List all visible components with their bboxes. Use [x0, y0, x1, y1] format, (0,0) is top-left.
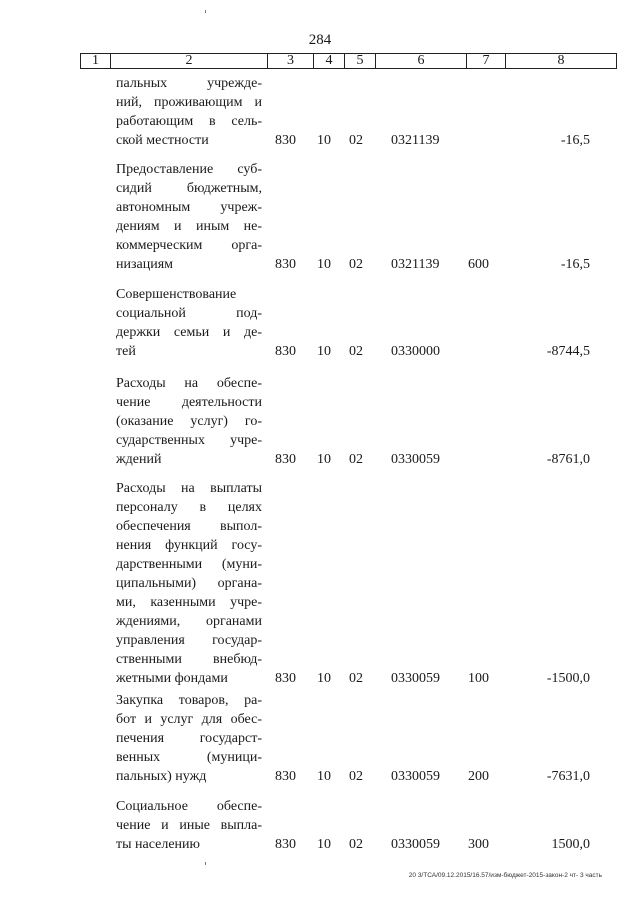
- cell-col-5: 02: [349, 769, 363, 784]
- cell-col-5: 02: [349, 133, 363, 148]
- description-line: Предоставление суб-: [116, 162, 262, 177]
- column-header-1: 1: [81, 54, 111, 69]
- column-header-5: 5: [345, 54, 376, 69]
- column-header-2: 2: [111, 54, 268, 69]
- cell-col-6: 0330059: [391, 671, 440, 686]
- description-line: ждениями, органами: [116, 614, 262, 629]
- scan-mark: [205, 862, 206, 865]
- row-description: [116, 285, 262, 361]
- cell-col-4: 10: [317, 257, 331, 272]
- description-line: ской местности: [116, 133, 209, 148]
- description-line: Социальное обеспе-: [116, 799, 262, 814]
- column-header-4: 4: [314, 54, 345, 69]
- cell-col-8: -1500,0: [546, 671, 590, 686]
- description-line: низациям: [116, 257, 174, 272]
- page-number: 284: [308, 32, 332, 48]
- cell-col-3: 830: [275, 257, 296, 272]
- description-line: Расходы на выплаты: [116, 481, 262, 496]
- description-line: сидий бюджетным,: [116, 181, 262, 196]
- row-description: [116, 479, 262, 688]
- description-line: дениям и иным не-: [116, 219, 262, 234]
- column-header-table: [80, 53, 617, 69]
- row-description: [116, 797, 262, 854]
- column-header-3: 3: [268, 54, 314, 69]
- cell-col-8: -8761,0: [546, 452, 590, 467]
- cell-col-8: -7631,0: [546, 769, 590, 784]
- description-line: тей: [116, 344, 136, 359]
- description-line: коммерческим орга-: [116, 238, 262, 253]
- column-header-row: [81, 54, 617, 69]
- description-line: (оказание услуг) го-: [116, 414, 262, 429]
- cell-col-8: 1500,0: [551, 837, 590, 852]
- cell-col-8: -16,5: [560, 133, 590, 148]
- description-line: персоналу в целях: [116, 500, 262, 515]
- row-description: [116, 374, 262, 469]
- description-line: бот и услуг для обес-: [116, 712, 262, 727]
- cell-col-6: 0321139: [391, 133, 440, 148]
- description-line: печения государст-: [116, 731, 262, 746]
- description-line: автономным учреж-: [116, 200, 262, 215]
- description-line: ственными внебюд-: [116, 652, 262, 667]
- document-footer: 20 3/ТСА/09.12.2015/16.57/изм-бюджет-2015-закон-2 чт- 3 часть: [408, 872, 602, 879]
- cell-col-4: 10: [317, 133, 331, 148]
- description-line: пальных) нужд: [116, 769, 207, 784]
- row-description: [116, 691, 262, 786]
- description-line: Совершенствование: [116, 287, 237, 302]
- description-line: обеспечения выпол-: [116, 519, 262, 534]
- cell-col-5: 02: [349, 257, 363, 272]
- description-line: ты населению: [116, 837, 200, 852]
- description-line: венных (муници-: [116, 750, 262, 765]
- cell-col-7: 100: [468, 671, 489, 686]
- cell-col-3: 830: [275, 344, 296, 359]
- cell-col-4: 10: [317, 452, 331, 467]
- cell-col-4: 10: [317, 671, 331, 686]
- cell-col-7: 300: [468, 837, 489, 852]
- cell-col-3: 830: [275, 671, 296, 686]
- cell-col-3: 830: [275, 769, 296, 784]
- cell-col-4: 10: [317, 344, 331, 359]
- cell-col-3: 830: [275, 133, 296, 148]
- cell-col-4: 10: [317, 837, 331, 852]
- cell-col-8: -16,5: [560, 257, 590, 272]
- description-line: работающим в сель-: [116, 114, 262, 129]
- cell-col-6: 0330059: [391, 769, 440, 784]
- cell-col-6: 0330059: [391, 837, 440, 852]
- description-line: сударственных учре-: [116, 433, 262, 448]
- cell-col-5: 02: [349, 452, 363, 467]
- description-line: ми, казенными учре-: [116, 595, 262, 610]
- description-line: чение деятельности: [116, 395, 262, 410]
- cell-col-6: 0330000: [391, 344, 440, 359]
- description-line: нения функций госу-: [116, 538, 262, 553]
- cell-col-8: -8744,5: [546, 344, 590, 359]
- row-description: [116, 160, 262, 274]
- description-line: ципальными) органа-: [116, 576, 262, 591]
- scan-mark: [205, 10, 206, 13]
- cell-col-6: 0330059: [391, 452, 440, 467]
- cell-col-4: 10: [317, 769, 331, 784]
- description-line: управления государ-: [116, 633, 262, 648]
- description-line: пальных учрежде-: [116, 76, 262, 91]
- column-header-7: 7: [467, 54, 506, 69]
- description-line: Закупка товаров, ра-: [116, 693, 262, 708]
- cell-col-3: 830: [275, 452, 296, 467]
- column-header-6: 6: [376, 54, 467, 69]
- description-line: социальной под-: [116, 306, 262, 321]
- description-line: чение и иные выпла-: [116, 818, 262, 833]
- column-header-8: 8: [506, 54, 617, 69]
- description-line: держки семьи и де-: [116, 325, 262, 340]
- cell-col-5: 02: [349, 344, 363, 359]
- cell-col-5: 02: [349, 671, 363, 686]
- row-description: [116, 74, 262, 150]
- description-line: дарственными (муни-: [116, 557, 262, 572]
- description-line: ний, проживающим и: [116, 95, 262, 110]
- description-line: Расходы на обеспе-: [116, 376, 262, 391]
- cell-col-7: 200: [468, 769, 489, 784]
- cell-col-3: 830: [275, 837, 296, 852]
- cell-col-7: 600: [468, 257, 489, 272]
- description-line: ждений: [116, 452, 162, 467]
- cell-col-6: 0321139: [391, 257, 440, 272]
- description-line: жетными фондами: [116, 671, 228, 686]
- cell-col-5: 02: [349, 837, 363, 852]
